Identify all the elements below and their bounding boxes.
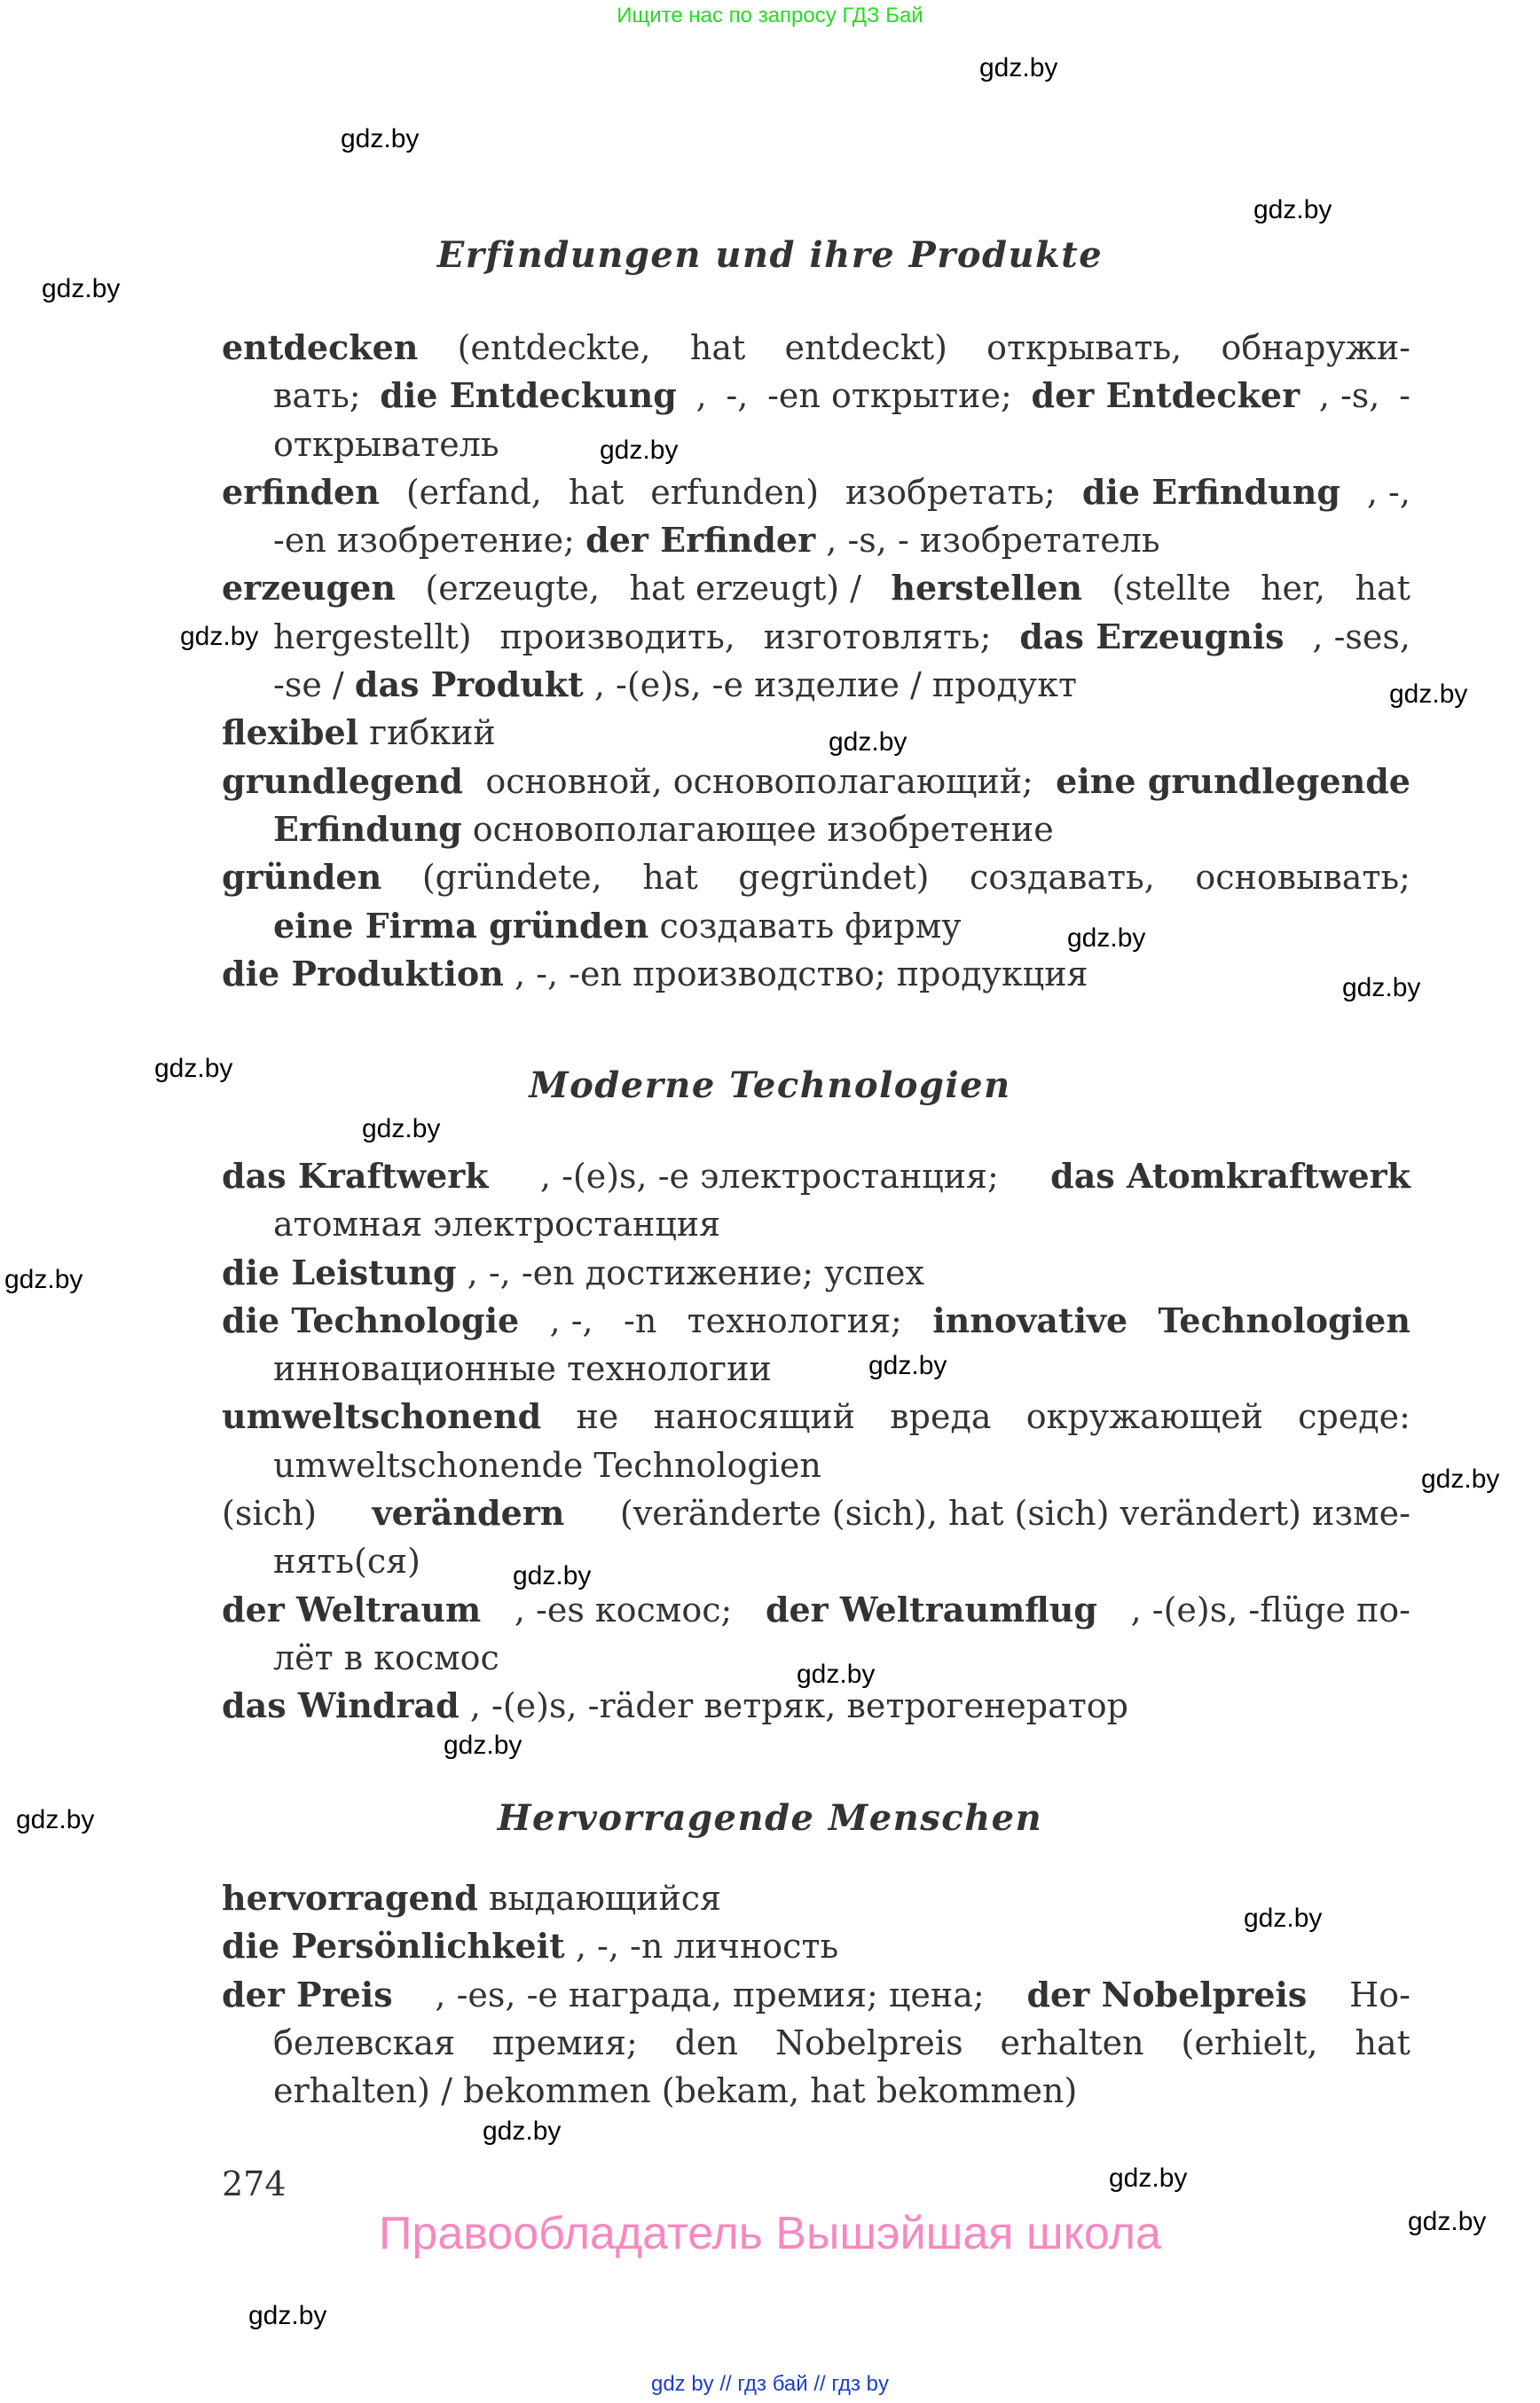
definition-text: , -(e)s, -e изделие / продукт <box>593 665 1077 705</box>
watermark: gdz.by <box>513 1561 592 1590</box>
definition-text: нять(ся) <box>273 1542 420 1582</box>
definition-text: , -(e)s, -räder ветряк, ветрогенератор <box>469 1686 1128 1726</box>
definition-text: , -es, -e награда, премия; цена; <box>435 1975 985 2014</box>
vocabulary-line <box>222 1152 1410 1200</box>
definition-text: -en открытие; <box>767 376 1012 416</box>
watermark: gdz.by <box>42 274 121 303</box>
headword: Technologien <box>1158 1300 1410 1340</box>
definition-text: , -, -en производство; продукция <box>515 954 1088 993</box>
definition-text: инновационные технологии <box>273 1349 772 1389</box>
watermark: gdz.by <box>1408 2207 1487 2236</box>
section-heading-technologies: Moderne Technologien <box>529 1064 1011 1106</box>
definition-text: hat <box>1355 569 1410 609</box>
definition-text: создавать, <box>970 858 1155 898</box>
headword: der Entdecker <box>1031 375 1300 416</box>
definition-text: вреда <box>890 1397 992 1437</box>
watermark: gdz.by <box>154 1054 233 1083</box>
definition-text: основывать; <box>1195 858 1410 898</box>
watermark: gdz.by <box>16 1805 95 1834</box>
watermark: gdz.by <box>1244 1904 1323 1933</box>
definition-text: den <box>674 2022 738 2062</box>
definition-text: umweltschonende Technologien <box>273 1445 821 1485</box>
watermark: gdz.by <box>341 124 420 153</box>
vocabulary-line <box>222 468 1410 516</box>
definition-text: , -, <box>549 1300 593 1340</box>
definition-text: hat <box>568 472 625 512</box>
definition-text: hergestellt) <box>273 616 472 656</box>
watermark: gdz.by <box>483 2116 562 2146</box>
definition-text: открыватель <box>273 424 499 464</box>
definition-text: , -(e)s, -flüge по- <box>1130 1590 1410 1629</box>
definition-text: hat <box>1355 2022 1410 2062</box>
footer-links[interactable]: gdz by // гдз бай // гдз by <box>650 2372 890 2396</box>
headword: die Erfindung <box>1081 471 1340 512</box>
headword: umweltschonend <box>222 1396 542 1437</box>
watermark: gdz.by <box>4 1265 83 1294</box>
definition-text: hat <box>689 328 746 367</box>
vocabulary-line <box>222 613 1410 661</box>
definition-text: -, <box>726 376 749 416</box>
vocabulary-line <box>222 1874 1410 1922</box>
vocabulary-line <box>222 1922 1410 1970</box>
definition-text: Но- <box>1349 1975 1410 2014</box>
definition-text: гибкий <box>369 713 496 753</box>
vocabulary-line <box>222 1586 1410 1634</box>
definition-text: -n <box>623 1300 657 1340</box>
definition-text: erhalten) / bekommen (bekam, hat bekommen) <box>273 2071 1078 2111</box>
definition-text: , <box>695 376 707 416</box>
definition-text: erfunden) <box>650 472 820 512</box>
definition-text: (gründete, <box>421 858 602 898</box>
vocabulary-line <box>222 1393 1410 1441</box>
vocabulary-line <box>222 1537 1410 1585</box>
headword: erzeugen <box>222 568 396 609</box>
headword: verändern <box>372 1493 565 1534</box>
headword: das Windrad <box>222 1685 460 1726</box>
headword: grundlegend <box>222 760 463 801</box>
definition-text: выдающийся <box>489 1879 722 1918</box>
watermark: gdz.by <box>1067 923 1146 953</box>
headword: die Produktion <box>222 953 504 993</box>
headword: der Nobelpreis <box>1026 1974 1308 2014</box>
headword: die Leistung <box>222 1252 457 1292</box>
watermark: gdz.by <box>248 2301 327 2330</box>
definition-text: entdeckt) <box>784 328 947 367</box>
headword: die Persönlichkeit <box>222 1926 565 1967</box>
section-heading-people: Hervorragende Menschen <box>497 1797 1043 1839</box>
definition-text: , -, -n личность <box>575 1927 839 1967</box>
vocabulary-line <box>222 1200 1410 1248</box>
vocabulary-line <box>222 805 1410 853</box>
definition-text: , -, -en достижение; успех <box>467 1253 924 1292</box>
headword: die Technologie <box>222 1300 520 1340</box>
definition-text: , -s, <box>1318 376 1380 416</box>
headword: der Erfinder <box>585 520 816 561</box>
vocabulary-line <box>222 950 1410 998</box>
watermark: gdz.by <box>362 1114 441 1143</box>
headword: der Weltraum <box>222 1589 482 1629</box>
definition-text: среде: <box>1298 1397 1410 1437</box>
vocabulary-line <box>222 2019 1410 2067</box>
vocabulary-list-people <box>222 1874 1410 2115</box>
definition-text: окружающей <box>1025 1397 1263 1437</box>
definition-text: вать; <box>273 376 361 416</box>
vocabulary-line <box>222 1345 1410 1393</box>
headword: das Kraftwerk <box>222 1156 489 1196</box>
watermark: gdz.by <box>1389 679 1468 709</box>
watermark: gdz.by <box>1109 2163 1188 2193</box>
definition-text: не <box>576 1397 619 1437</box>
vocabulary-line <box>222 1441 1410 1489</box>
headword: der Weltraumflug <box>765 1589 1097 1629</box>
watermark: gdz.by <box>444 1731 522 1760</box>
watermark: gdz.by <box>180 622 259 651</box>
vocabulary-line <box>222 758 1410 805</box>
definition-text: hat <box>642 858 698 898</box>
headword: hervorragend <box>222 1878 478 1918</box>
headword: erfinden <box>222 471 380 512</box>
headword: entdecken <box>222 327 419 367</box>
definition-text: технология; <box>687 1300 902 1340</box>
definition-text: (erfand, <box>405 472 542 512</box>
watermark: gdz.by <box>600 436 679 465</box>
definition-text: изготовлять; <box>763 616 992 656</box>
definition-text: атомная электростанция <box>273 1205 721 1245</box>
watermark: gdz.by <box>1421 1465 1500 1494</box>
copyright-owner: Правообладатель Вышэйшая школа <box>379 2208 1161 2259</box>
definition-text: (entdeckte, <box>457 328 651 367</box>
definition-text: her, <box>1261 569 1326 609</box>
section-heading-inventions: Erfindungen und ihre Produkte <box>436 234 1104 276</box>
vocabulary-line <box>222 2067 1410 2115</box>
definition-text: основополагающее изобретение <box>472 809 1054 849</box>
definition-text: открывать, <box>986 328 1182 367</box>
vocabulary-line <box>222 324 1410 372</box>
watermark: gdz.by <box>1342 973 1421 1002</box>
definition-text: , -, <box>1366 472 1410 512</box>
vocabulary-line <box>222 1297 1410 1345</box>
vocabulary-line <box>222 902 1410 953</box>
definition-text: Nobelpreis <box>774 2022 963 2062</box>
definition-text: премия; <box>491 2022 638 2062</box>
definition-text: обнаружи- <box>1221 328 1410 367</box>
headword: Erfindung <box>273 808 462 849</box>
headword: der Preis <box>222 1974 393 2014</box>
vocabulary-line <box>222 516 1410 564</box>
definition-text: , -ses, <box>1312 616 1410 656</box>
vocabulary-line <box>222 1249 1410 1297</box>
vocabulary-line <box>222 564 1410 612</box>
definition-text: , -es космос; <box>514 1590 733 1629</box>
page-number: 274 <box>222 2164 287 2203</box>
vocabulary-list-inventions <box>222 324 1410 998</box>
headword: flexibel <box>222 712 359 753</box>
definition-text: (veränderte (sich), hat (sich) verändert) изме- <box>619 1494 1410 1534</box>
vocabulary-line <box>222 661 1410 709</box>
definition-text: (erhielt, <box>1181 2022 1318 2062</box>
vocabulary-line <box>222 1682 1410 1730</box>
vocabulary-line <box>222 1489 1410 1537</box>
definition-text: (sich) <box>222 1494 318 1534</box>
search-hint-banner: Ищите нас по запросу ГДЗ Бай <box>617 4 923 27</box>
definition-text: , -s, - изобретатель <box>826 521 1160 561</box>
watermark: gdz.by <box>979 53 1058 82</box>
definition-text: белевская <box>273 2022 456 2062</box>
watermark: gdz.by <box>1253 195 1332 224</box>
watermark: gdz.by <box>797 1660 876 1689</box>
headword: herstellen <box>891 568 1082 609</box>
definition-text: лёт в космос <box>273 1637 499 1677</box>
vocabulary-line <box>222 1971 1410 2019</box>
headword: eine Firma gründen <box>273 905 649 946</box>
vocabulary-line <box>222 709 1410 757</box>
definition-text: производить, <box>499 616 735 656</box>
definition-text: создавать фирму <box>659 906 962 946</box>
definition-text: (stellte <box>1112 569 1231 609</box>
definition-text: -en изобретение; <box>273 521 575 561</box>
watermark: gdz.by <box>829 727 908 757</box>
watermark: gdz.by <box>868 1351 947 1380</box>
definition-text: изобретать; <box>845 472 1056 512</box>
vocabulary-line <box>222 420 1410 468</box>
definition-text: , -(e)s, -e электростанция; <box>539 1157 999 1196</box>
definition-text: gegründet) <box>738 858 930 898</box>
vocabulary-line <box>222 853 1410 901</box>
headword: die Entdeckung <box>380 375 677 416</box>
vocabulary-list-technologies <box>222 1152 1410 1731</box>
definition-text: - <box>1399 376 1410 416</box>
headword: gründen <box>222 857 382 898</box>
headword: das Atomkraftwerk <box>1050 1156 1410 1196</box>
vocabulary-line <box>222 1634 1410 1682</box>
definition-text: основной, основополагающий; <box>485 761 1033 801</box>
definition-text: (erzeugte, <box>425 569 601 609</box>
headword: das Erzeugnis <box>1019 616 1285 656</box>
definition-text: -se / <box>273 665 344 705</box>
headword: das Produkt <box>354 664 584 705</box>
vocabulary-line <box>222 372 1410 420</box>
definition-text: hat erzeugt) / <box>629 569 861 609</box>
definition-text: erhalten <box>1000 2022 1144 2062</box>
headword: innovative <box>932 1300 1128 1340</box>
headword: eine grundlegende <box>1056 760 1410 801</box>
definition-text: наносящий <box>653 1397 855 1437</box>
